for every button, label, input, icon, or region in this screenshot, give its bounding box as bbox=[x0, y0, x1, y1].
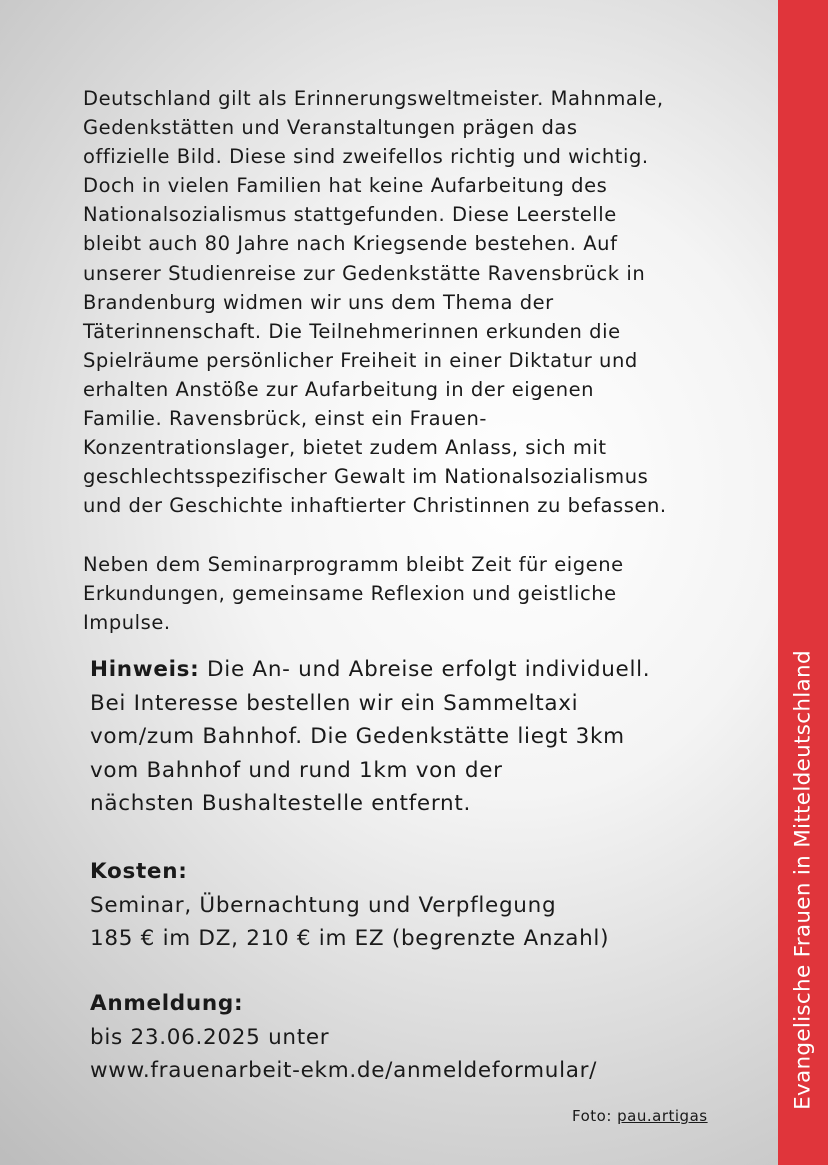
registration-section bbox=[90, 987, 750, 1088]
organization-name: Evangelische Frauen in Mitteldeutschland bbox=[790, 650, 816, 1110]
intro-paragraph: Deutschland gilt als Erinnerungsweltmeister. Mahnmale, Gedenkstätten und Veranstaltungen prägen das offizielle Bild. Diese sind zweifellos richtig und wichtig. Doch in vielen Familien hat keine Aufarbeitung des Nationalsozialismus stattgefunden. Diese Leerstelle bleibt auch 80 Jahre nach Kriegsende bestehen. Auf unserer Studienreise zur Gedenkstätte Ravensbrück in Brandenburg widmen wir uns dem Thema der Täterinnenschaft. Die Teilnehmerinnen erkunden die Spielräume persönlicher Freiheit in einer Diktatur und erhalten Anstöße zur Aufarbeitung in der eigenen Familie. Ravensbrück, einst ein Frauen- Konzentrationslager, bietet zudem Anlass, sich mit geschlechtsspezifischer Gewalt im Nationalsozialismus und der Geschichte inhaftierter Christinnen zu befassen. bbox=[83, 87, 667, 518]
travel-note-label: Hinweis: bbox=[90, 657, 200, 682]
registration-label: Anmeldung: bbox=[90, 991, 244, 1016]
costs-section: Kosten: Seminar, Übernachtung und Verpflegung 185 € im DZ, 210 € im EZ (begrenzte Anzahl) bbox=[90, 855, 750, 956]
registration-deadline: bis 23.06.2025 unter bbox=[90, 1024, 330, 1050]
brand-sidebar bbox=[778, 0, 828, 1165]
photo-credit: Foto: pau.artigas bbox=[572, 1107, 708, 1125]
photo-credit-link[interactable]: pau.artigas bbox=[617, 1107, 708, 1125]
travel-note: Hinweis: Die An- und Abreise erfolgt individuell. Bei Interesse bestellen wir ein Sammeltaxi vom/zum Bahnhof. Die Gedenkstätte liegt 3km vom Bahnhof und rund 1km von der nächsten Bushaltestelle entfernt. bbox=[90, 657, 651, 816]
costs-prices: 185 € im DZ, 210 € im EZ (begrenzte Anzahl) bbox=[90, 926, 610, 951]
costs-label: Kosten: bbox=[90, 859, 188, 884]
program-paragraph: Neben dem Seminarprogramm bleibt Zeit für eigene Erkundungen, gemeinsame Reflexion und geistliche Impulse. bbox=[83, 553, 624, 635]
registration-url[interactable]: www.frauenarbeit-ekm.de/anmeldeformular/ bbox=[90, 1058, 598, 1083]
